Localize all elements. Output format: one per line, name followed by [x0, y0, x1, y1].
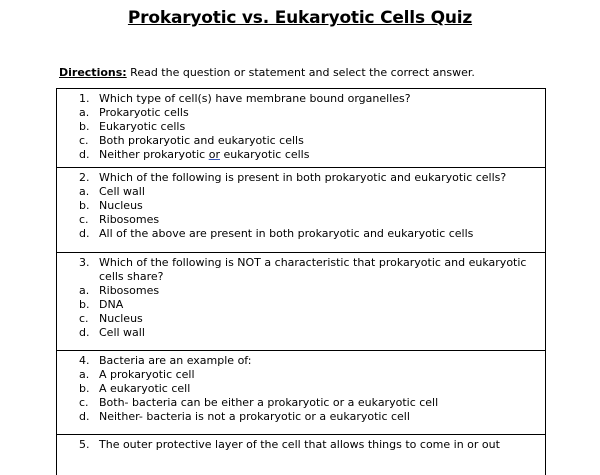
answer-option — [79, 199, 537, 213]
answer-option — [79, 227, 537, 241]
question-stem — [79, 438, 537, 452]
page-title: Prokaryotic vs. Eukaryotic Cells Quiz — [127, 8, 473, 28]
option-letter: b. — [79, 199, 90, 212]
directions-label: Directions: — [59, 66, 127, 79]
option-text-after: eukaryotic cells — [219, 148, 310, 161]
option-text-or: or — [208, 148, 220, 161]
answer-option — [79, 396, 537, 410]
question-3 — [57, 253, 545, 351]
answer-option — [79, 284, 537, 298]
question-number: 4. — [79, 354, 90, 367]
question-number: 2. — [79, 171, 90, 184]
option-text: Both prokaryotic and eukaryotic cells — [99, 134, 304, 147]
option-text: Ribosomes — [99, 213, 160, 226]
question-number: 5. — [79, 438, 90, 451]
option-text: Nucleus — [99, 199, 143, 212]
answer-option — [79, 134, 537, 148]
answer-option — [79, 410, 537, 424]
answer-option — [79, 326, 537, 340]
option-letter: d. — [79, 410, 90, 423]
question-text: Which of the following is present in both prokaryotic and eukaryotic cells? — [99, 171, 507, 184]
option-letter: a. — [79, 185, 90, 198]
question-text: Bacteria are an example of: — [99, 354, 252, 367]
directions — [59, 66, 475, 79]
question-stem — [79, 92, 537, 106]
answer-option — [79, 312, 537, 326]
question-text: Which type of cell(s) have membrane bound organelles? — [99, 92, 411, 105]
answer-option — [79, 185, 537, 199]
option-letter: d. — [79, 148, 90, 161]
option-text: Prokaryotic cells — [99, 106, 189, 119]
question-number: 3. — [79, 256, 90, 269]
answer-option — [79, 213, 537, 227]
option-letter: b. — [79, 298, 90, 311]
option-letter: d. — [79, 227, 90, 240]
directions-text: Read the question or statement and select the correct answer. — [126, 66, 475, 79]
option-text: A eukaryotic cell — [99, 382, 191, 395]
question-stem — [79, 171, 537, 185]
question-5 — [57, 435, 545, 475]
option-text: All of the above are present in both prokaryotic and eukaryotic cells — [99, 227, 474, 240]
question-2 — [57, 168, 545, 253]
option-text: Cell wall — [99, 185, 145, 198]
option-letter: c. — [79, 213, 89, 226]
option-text-before: Neither prokaryotic — [99, 148, 209, 161]
option-letter: b. — [79, 120, 90, 133]
answer-option — [79, 120, 537, 134]
question-4 — [57, 351, 545, 435]
option-letter: c. — [79, 312, 89, 325]
option-text: DNA — [99, 298, 124, 311]
answer-option — [79, 382, 537, 396]
option-text: A prokaryotic cell — [99, 368, 195, 381]
option-letter: b. — [79, 382, 90, 395]
option-text: Nucleus — [99, 312, 143, 325]
question-text: The outer protective layer of the cell that allows things to come in or out — [99, 438, 500, 451]
answer-option — [79, 106, 537, 120]
question-stem — [79, 354, 537, 368]
answer-option — [79, 148, 537, 162]
option-text: Ribosomes — [99, 284, 160, 297]
question-1 — [57, 89, 545, 168]
option-text: Cell wall — [99, 326, 145, 339]
option-letter: d. — [79, 326, 90, 339]
option-text: Neither- bacteria is not a prokaryotic or a eukaryotic cell — [99, 410, 410, 423]
option-text — [99, 148, 309, 162]
option-letter: a. — [79, 106, 90, 119]
question-text: Which of the following is NOT a characteristic that prokaryotic and eukaryotic cells share? — [99, 256, 527, 283]
question-stem — [79, 256, 537, 284]
option-text: Both- bacteria can be either a prokaryotic or a eukaryotic cell — [99, 396, 439, 409]
option-letter: c. — [79, 134, 89, 147]
option-text: Eukaryotic cells — [99, 120, 186, 133]
option-letter: a. — [79, 368, 90, 381]
question-number: 1. — [79, 92, 90, 105]
quiz-table — [56, 88, 546, 475]
option-letter: c. — [79, 396, 89, 409]
answer-option — [79, 298, 537, 312]
option-letter: a. — [79, 284, 90, 297]
answer-option — [79, 368, 537, 382]
